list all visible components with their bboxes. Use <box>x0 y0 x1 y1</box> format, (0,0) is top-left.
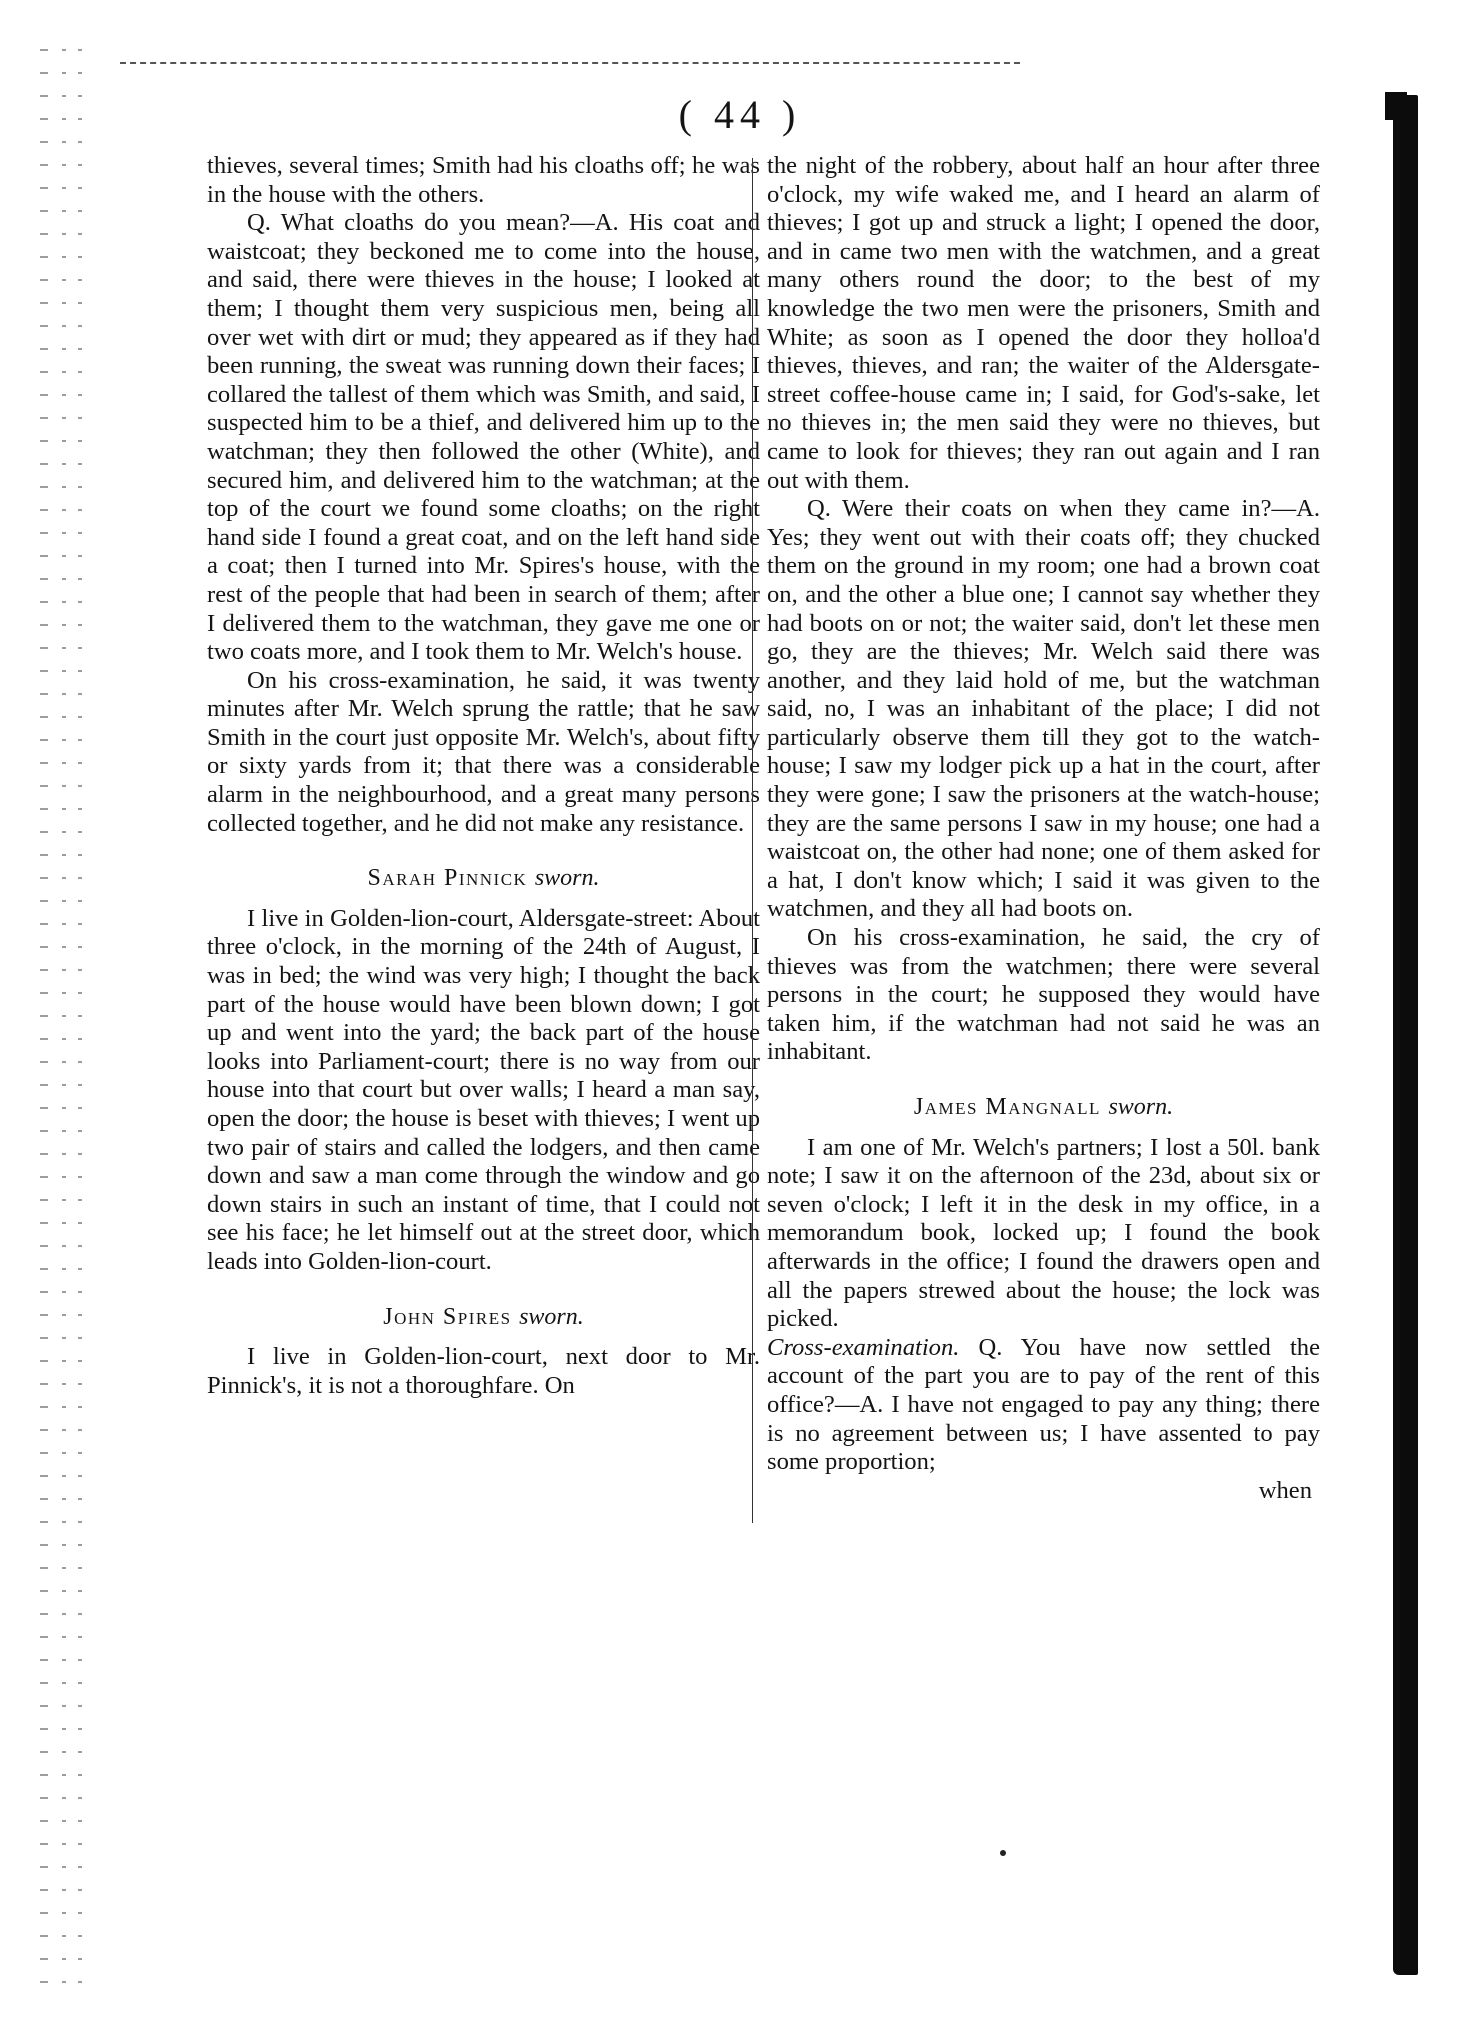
witness-name: James Mangnall <box>913 1094 1101 1120</box>
paragraph: the night of the robbery, about half an hour after three o'clock, my wife waked me, and I heard an alarm of thieves; I got up and struck a light; I opened the door, and in came two men with the watchmen, and a great many others round the door; to the best of my knowledge the two men were the prisoners, Smith and White; as soon as I opened the door they holloa'd thieves, thieves, and ran; the waiter of the Aldersgate-street coffee-house came in; I said, for God's-sake, let no thieves in; the men said they were no thieves, but came to look for thieves; they ran out again and I ran out with them. <box>767 152 1320 494</box>
sworn-label: sworn. <box>519 1303 584 1330</box>
column-divider <box>752 158 753 1523</box>
paragraph: I live in Golden-lion-court, next door to Mr. Pinnick's, it is not a thoroughfare. On <box>207 1343 760 1399</box>
witness-heading <box>207 1303 760 1332</box>
cross-examination-label: Cross-examination. <box>767 1333 960 1361</box>
paragraph-text: Q. You have now settled the account of the part you are to pay of the rent of this office?—A. I have not engaged to pay any thing; there is no agreement between us; I have assented to pay some proportion; <box>767 1333 1320 1476</box>
paragraph: Q. What cloaths do you mean?—A. His coat and waistcoat; they beckoned me to come into the house, and said, there were thieves in the house; I looked at them; I thought them very suspicious men, being all over wet with dirt or mud; they appeared as if they had been running, the sweat was running down their faces; I collared the tallest of them which was Smith, and said, I suspected him to be a thief, and delivered him up to the watchman; they then followed the other (White), and secured him, and delivered him to the watchman; at the top of the court we found some cloaths; on the right hand side I found a great coat, and on the left hand side a coat; then I turned into Mr. Spires's house, with the rest of the people that had been in search of them; after I delivered them to the watchman, they gave me one or two coats more, and I took them to Mr. Welch's house. <box>207 209 760 666</box>
right-column <box>767 152 1320 1505</box>
page-number: ( 44 ) <box>678 92 802 137</box>
scan-edge-artifact <box>0 40 110 1990</box>
left-column <box>207 152 760 1400</box>
top-rule <box>120 62 1020 64</box>
witness-heading <box>207 864 760 893</box>
paragraph: thieves, several times; Smith had his cloaths off; he was in the house with the others. <box>207 152 760 208</box>
sworn-label: sworn. <box>1108 1094 1174 1120</box>
witness-heading <box>767 1093 1320 1122</box>
witness-name: John Spires <box>383 1303 512 1330</box>
catchword: when <box>1258 1476 1312 1504</box>
paragraph: I am one of Mr. Welch's partners; I lost a 50l. bank note; I saw it on the afternoon of the 23d, about six or seven o'clock; I left it in the desk in my office, in a memorandum book, locked up; I found the book afterwards in the office; I found the drawers open and all the papers strewed about the house; the lock was picked. <box>767 1133 1320 1333</box>
witness-name: Sarah Pinnick <box>367 865 528 892</box>
binding-shadow <box>1393 95 1418 1975</box>
paragraph: Q. Were their coats on when they came in?—A. Yes; they went out with their coats off; they chucked them on the ground in my room; one had a brown coat on, and the other a blue one; I cannot say whether they had boots on or not; the waiter said, don't let these men go, they are the thieves; Mr. Welch said there was another, and they laid hold of me, but the watchman said, no, I was an inhabitant of the place; I did not particularly observe them till they got to the watch-house; I saw my lodger pick up a hat in the court, after they were gone; I saw the prisoners at the watch-house; they are the same persons I saw in my house; one had a waistcoat on, the other had none; one of them asked for a hat, I don't know which; I said it was given to the watchmen, and they all had boots on. <box>767 495 1320 923</box>
paragraph: On his cross-examination, he said, the cry of thieves was from the watchmen; there were several persons in the court; he supposed they would have taken him, if the watchman had not said he was an inhabitant. <box>767 924 1320 1066</box>
paragraph: I live in Golden-lion-court, Aldersgate-street: About three o'clock, in the morning of the 24th of August, I was in bed; the wind was very high; I thought the back part of the house would have been blown down; I got up and went into the yard; the back part of the house looks into Parliament-court; there is no way from our house into that court but over walls; I heard a man say, open the door; the house is beset with thieves; I went up two pair of stairs and called the lodgers, and then came down and saw a man come through the window and go down stairs in such an instant of time, that I could not see his face; he let himself out at the street door, which leads into Golden-lion-court. <box>207 904 760 1275</box>
ink-speck <box>1000 1850 1006 1856</box>
paragraph <box>767 1334 1320 1477</box>
paragraph: On his cross-examination, he said, it was twenty minutes after Mr. Welch sprung the rattle; that he saw Smith in the court just opposite Mr. Welch's, about fifty or sixty yards from it; that there was a considerable alarm in the neighbourhood, and a great many persons collected together, and he did not make any resistance. <box>207 666 760 837</box>
sworn-label: sworn. <box>534 865 600 892</box>
